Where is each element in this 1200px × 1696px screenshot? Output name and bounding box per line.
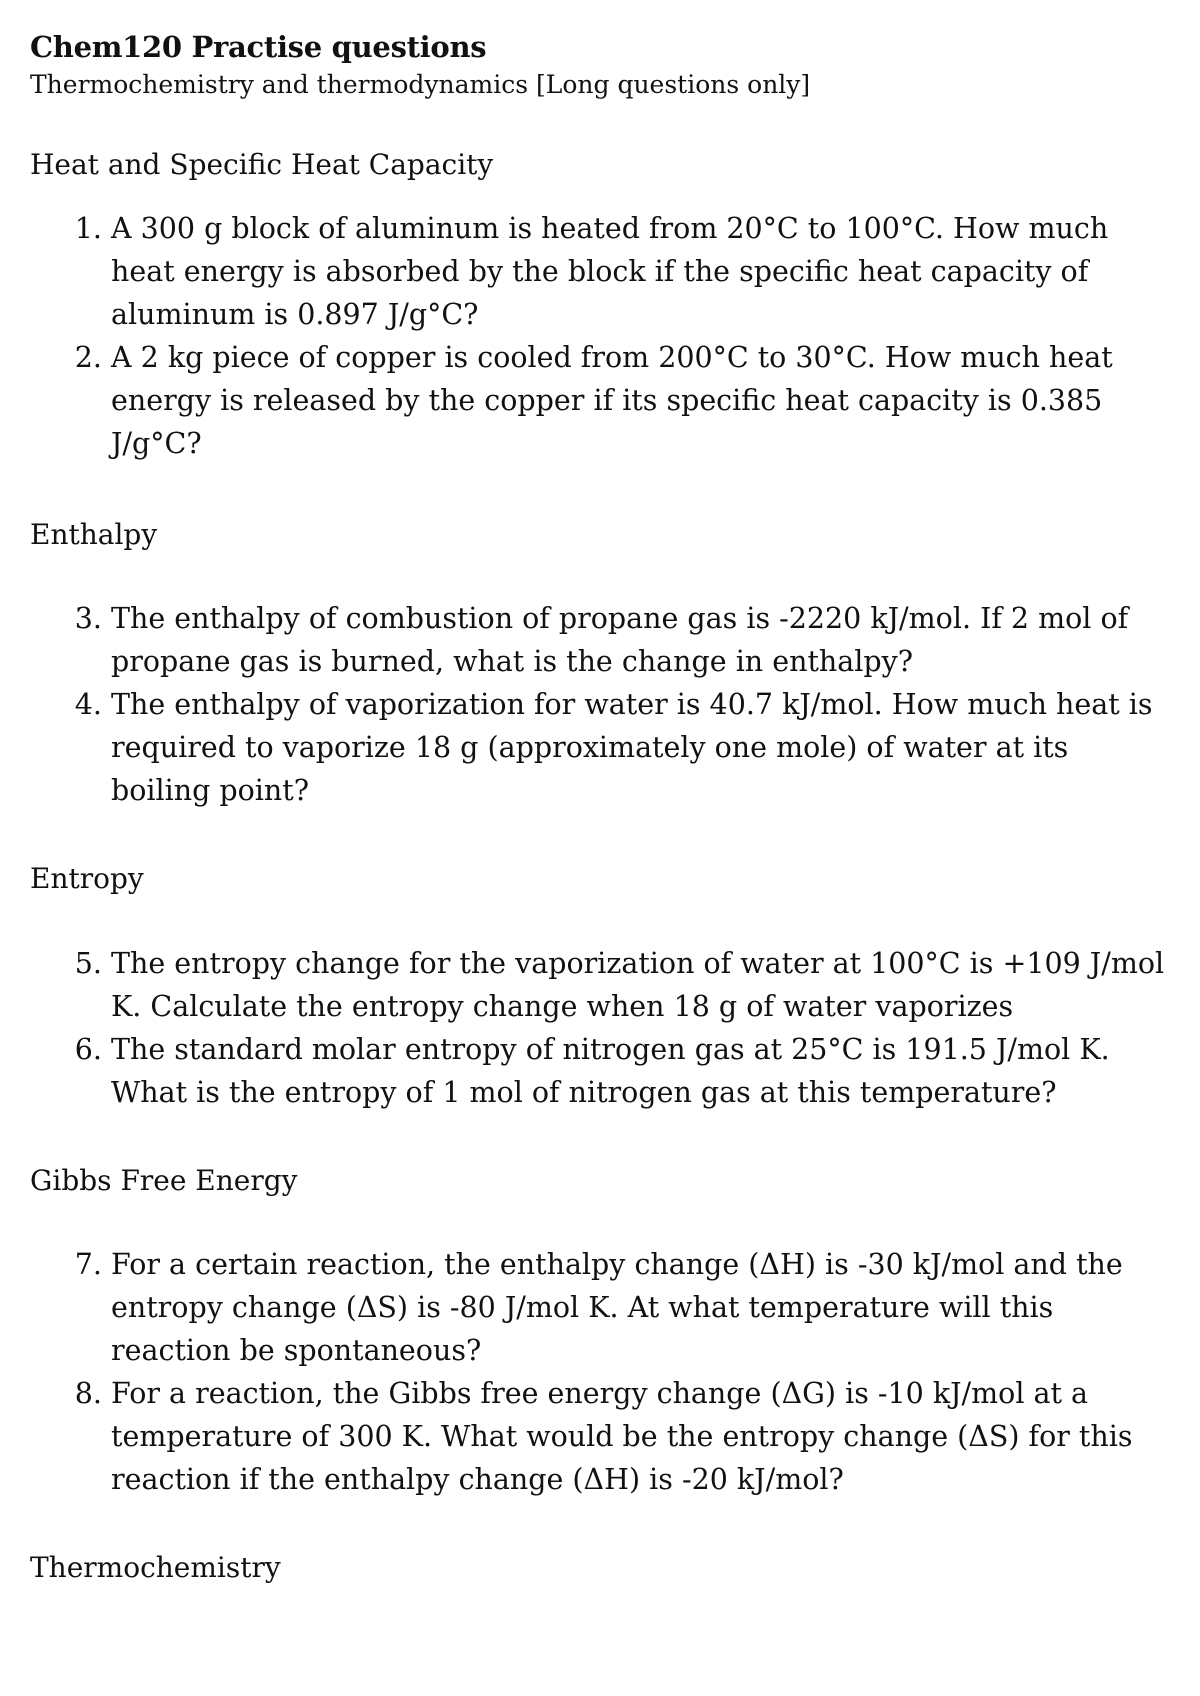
section-heading-heat: Heat and Specific Heat Capacity — [30, 148, 494, 181]
question-number: 2. — [74, 341, 102, 374]
document-subtitle: Thermochemistry and thermodynamics [Long questions only] — [30, 70, 811, 99]
document-title: Chem120 Practise questions — [30, 30, 487, 64]
question-6 — [62, 1028, 1172, 1114]
question-text: The enthalpy of combustion of propane gas is -2220 kJ/mol. If 2 mol of propane gas is burned, what is the change in enthalpy? — [111, 602, 1129, 678]
question-text: The enthalpy of vaporization for water is 40.7 kJ/mol. How much heat is required to vaporize 18 g (approximately one mole) of water at its boiling point? — [111, 688, 1153, 807]
question-5 — [62, 942, 1172, 1028]
question-text: The standard molar entropy of nitrogen gas at 25°C is 191.5 J/mol K. What is the entropy of 1 mol of nitrogen gas at this temperature? — [111, 1033, 1110, 1109]
question-text: For a reaction, the Gibbs free energy change (ΔG) is -10 kJ/mol at a temperature of 300 K. What would be the entropy change (ΔS) for this reaction if the enthalpy change (ΔH) is -20 kJ/mol? — [111, 1377, 1133, 1496]
question-1 — [62, 207, 1172, 336]
question-number: 3. — [74, 602, 102, 635]
question-2 — [62, 336, 1172, 465]
question-text: The entropy change for the vaporization of water at 100°C is +109 J/mol K. Calculate the entropy change when 18 g of water vaporizes — [111, 947, 1165, 1023]
question-number: 4. — [74, 688, 102, 721]
question-4 — [62, 683, 1172, 812]
section-heading-thermochemistry: Thermochemistry — [30, 1551, 281, 1584]
question-number: 1. — [74, 212, 102, 245]
question-7 — [62, 1243, 1172, 1372]
section-heading-enthalpy: Enthalpy — [30, 518, 158, 551]
question-number: 5. — [74, 947, 102, 980]
question-number: 7. — [74, 1248, 102, 1281]
section-heading-entropy: Entropy — [30, 862, 144, 895]
question-text: A 2 kg piece of copper is cooled from 200°C to 30°C. How much heat energy is released by the copper if its specific heat capacity is 0.385 J/g°C? — [111, 341, 1113, 460]
question-3 — [62, 597, 1172, 683]
question-number: 8. — [74, 1377, 102, 1410]
question-8 — [62, 1372, 1172, 1501]
question-text: A 300 g block of aluminum is heated from 20°C to 100°C. How much heat energy is absorbed by the block if the specific heat capacity of aluminum is 0.897 J/g°C? — [111, 212, 1109, 331]
question-text: For a certain reaction, the enthalpy change (ΔH) is -30 kJ/mol and the entropy change (ΔS) is -80 J/mol K. At what temperature will this reaction be spontaneous? — [111, 1248, 1123, 1367]
section-heading-gibbs: Gibbs Free Energy — [30, 1164, 298, 1197]
question-number: 6. — [74, 1033, 102, 1066]
